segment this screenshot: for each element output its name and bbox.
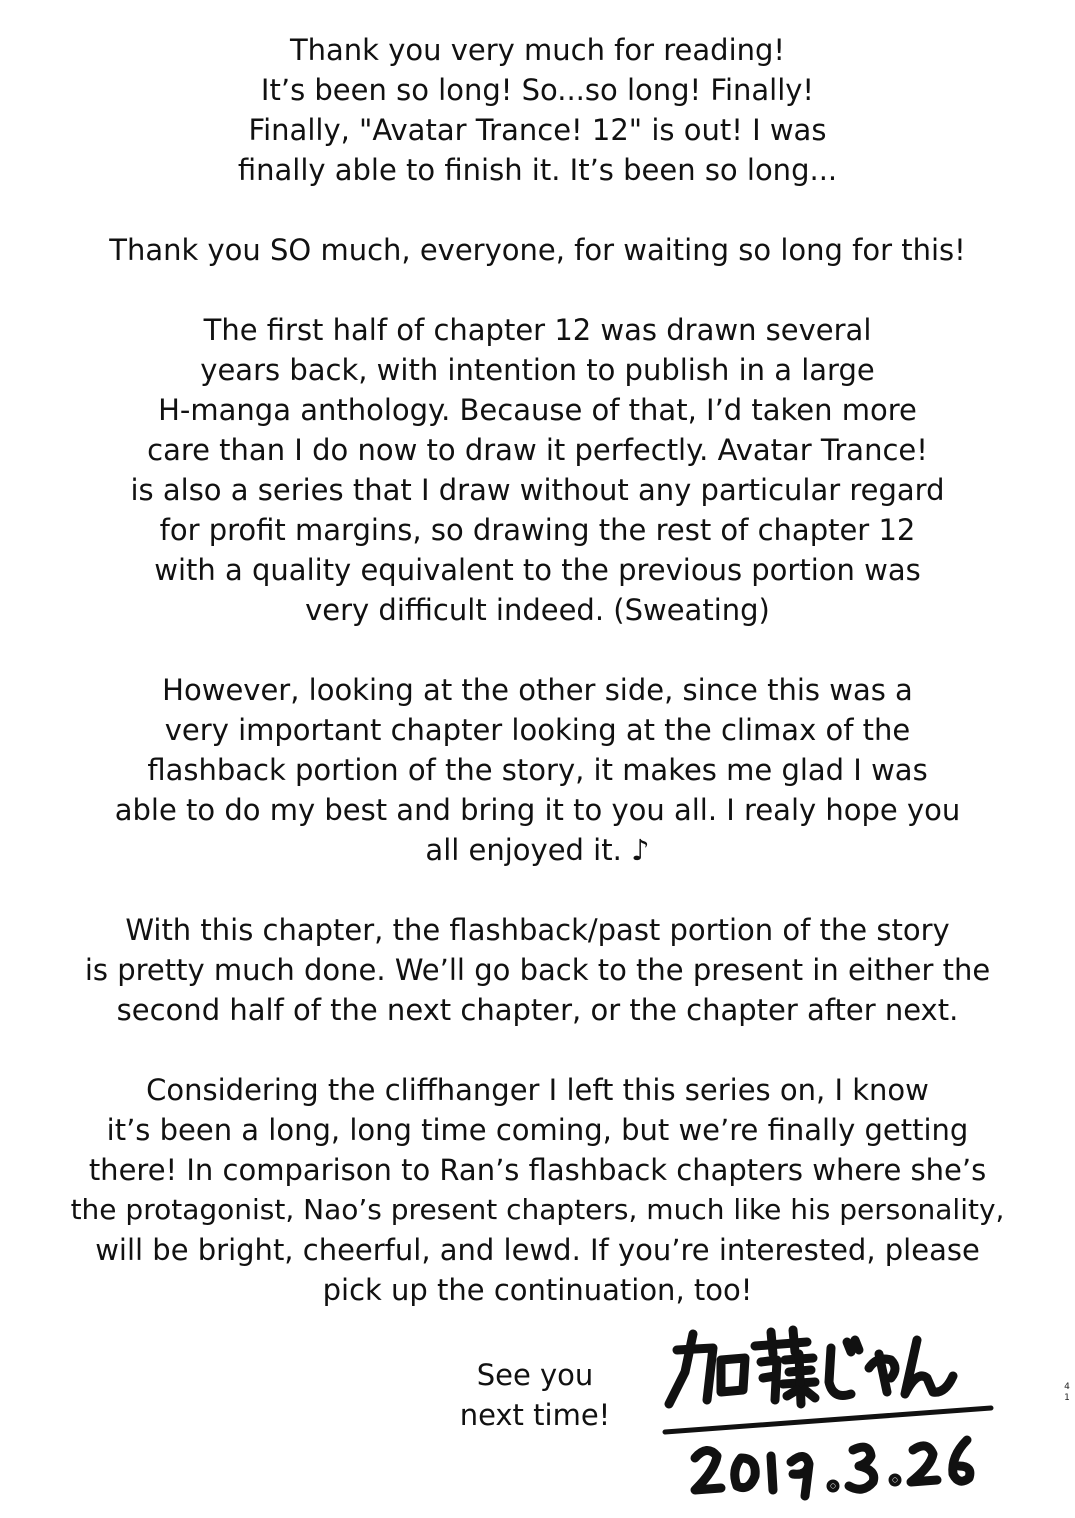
text-line: very difficult indeed. (Sweating)	[305, 593, 770, 627]
text-line: is also a series that I draw without any particular regard	[130, 473, 945, 507]
text-line: The first half of chapter 12 was drawn several	[203, 313, 872, 347]
page-number-digit: 4	[1064, 1382, 1070, 1392]
text-line: H-manga anthology. Because of that, I’d taken more	[158, 393, 917, 427]
text-line: finally able to finish it. It’s been so long...	[237, 153, 838, 187]
paragraph-climax	[0, 670, 1075, 870]
text-line: However, looking at the other side, since this was a	[162, 673, 913, 707]
text-line: care than I do now to draw it perfectly. Avatar Trance!	[147, 433, 928, 467]
paragraph-continuation	[0, 1070, 1075, 1310]
paragraph-flashback-done	[0, 910, 1075, 1030]
signoff-line: See you	[476, 1358, 594, 1392]
paragraph-waiting	[0, 230, 1075, 270]
text-line: all enjoyed it. ♪	[425, 833, 650, 867]
text-line: Thank you SO much, everyone, for waiting so long for this!	[109, 233, 966, 267]
text-line: With this chapter, the flashback/past portion of the story	[125, 913, 950, 947]
text-line: It’s been so long! So...so long! Finally!	[260, 73, 815, 107]
text-line: the protagonist, Nao’s present chapters, much like his personality,	[70, 1193, 1005, 1226]
text-line: second half of the next chapter, or the chapter after next.	[116, 993, 959, 1027]
text-line: years back, with intention to publish in a large	[200, 353, 875, 387]
paragraph-thanks	[0, 30, 1075, 190]
text-line: Considering the cliffhanger I left this series on, I know	[146, 1073, 929, 1107]
page-number	[1062, 1382, 1072, 1404]
signoff-text	[430, 1355, 640, 1435]
text-line: Thank you very much for reading!	[289, 33, 786, 67]
text-line: flashback portion of the story, it makes me glad I was	[147, 753, 928, 787]
signoff-line: next time!	[459, 1398, 611, 1432]
afterword-text	[0, 30, 1075, 1350]
paragraph-chapter-history	[0, 310, 1075, 630]
text-line: very important chapter looking at the climax of the	[164, 713, 911, 747]
page-number-digit: 1	[1064, 1393, 1070, 1403]
text-line: Finally, "Avatar Trance! 12" is out! I was	[248, 113, 827, 147]
text-line: is pretty much done. We’ll go back to the present in either the	[84, 953, 991, 987]
text-line: with a quality equivalent to the previous portion was	[154, 553, 921, 587]
text-line: for profit margins, so drawing the rest of chapter 12	[159, 513, 916, 547]
text-line: it’s been a long, long time coming, but we’re finally getting	[106, 1113, 969, 1147]
text-line: able to do my best and bring it to you all. I realy hope you	[114, 793, 961, 827]
handwritten-signature	[655, 1320, 995, 1510]
text-line: will be bright, cheerful, and lewd. If you’re interested, please	[95, 1233, 980, 1267]
text-line: pick up the continuation, too!	[322, 1273, 753, 1307]
text-line: there! In comparison to Ran’s flashback chapters where she’s	[88, 1153, 987, 1187]
